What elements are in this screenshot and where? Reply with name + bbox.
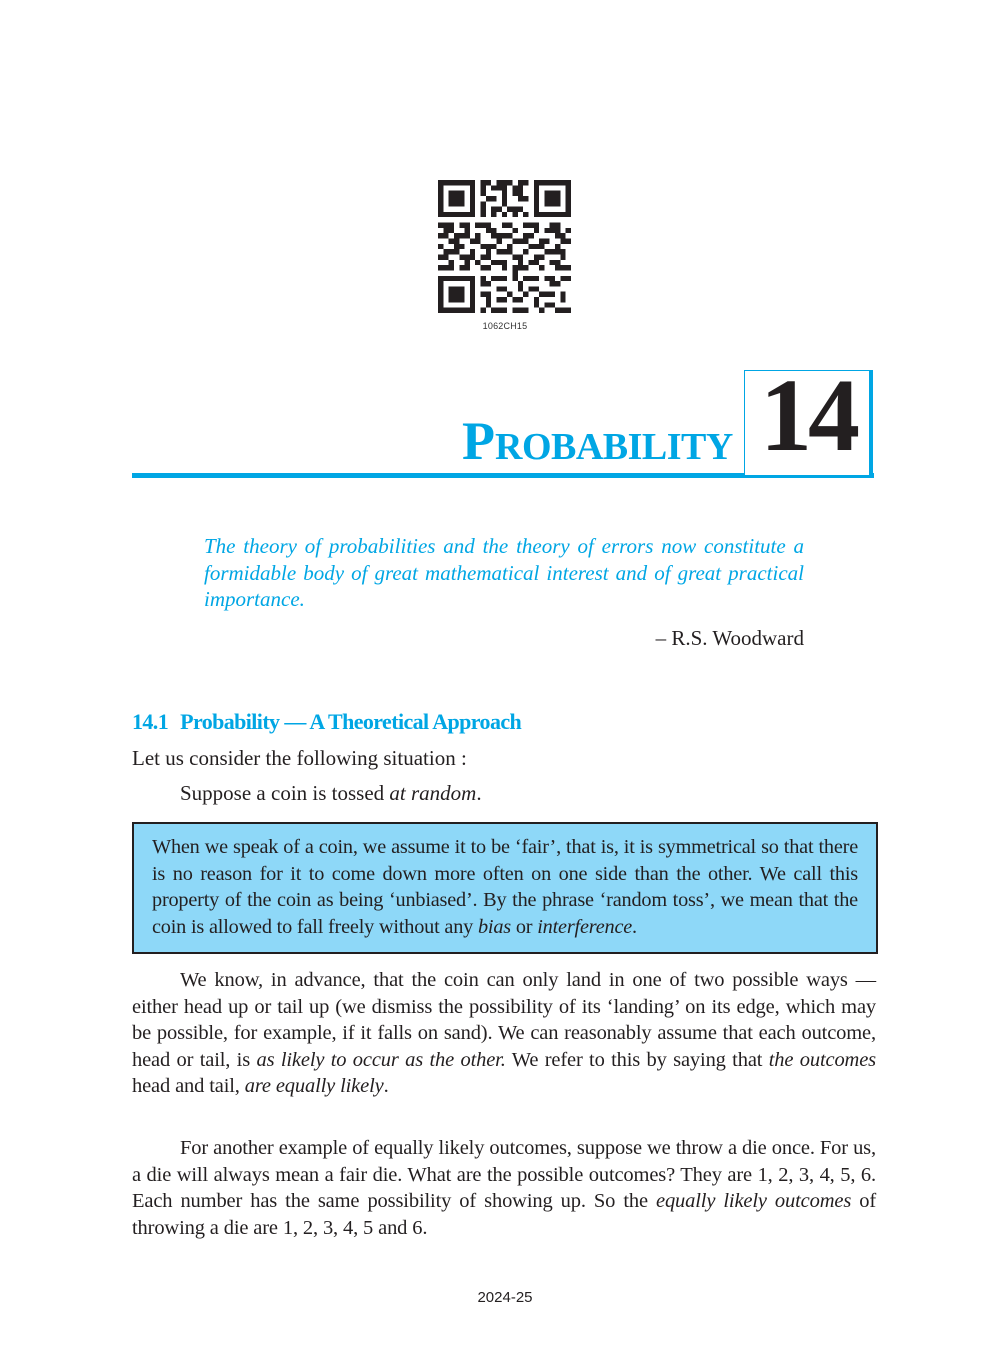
callout-text-part: .	[632, 915, 637, 938]
callout-emphasis-bias: bias	[477, 915, 511, 938]
paragraph-text: of throwing a die are 1, 2, 3, 4, 5 and 6.	[132, 1190, 877, 1239]
paragraph-emphasis: the outcomes	[768, 1048, 876, 1071]
chapter-title-initial: P	[462, 411, 495, 471]
fair-coin-callout-box	[132, 822, 878, 954]
paragraph-emphasis: equally likely outcomes	[656, 1190, 852, 1212]
paragraph-emphasis: are equally likely	[244, 1075, 384, 1097]
callout-emphasis-interference: interference	[537, 915, 633, 938]
supposition-suffix: .	[476, 781, 482, 805]
qr-code-icon	[438, 180, 571, 313]
paragraph-text: For another example of equally likely outcomes, suppose we throw a die once. For us, a die will always mean a fair die. What are the possible outcomes? They are 1, 2, 3, 4, 5, 6. Each number has the same possibility of showing up. So the	[132, 1137, 876, 1212]
paragraph-text: We know, in advance, that the coin can only land in one of two possible ways — either head up or tail up (we dismiss the possibility of its ‘landing’ on its edge, which may be possible, for example, if it falls on sand). We can reasonably assume that each outcome, head or tail, is	[132, 969, 876, 1071]
paragraph-coin-outcomes	[132, 967, 876, 1100]
supposition-text: Suppose a coin is tossed	[180, 781, 390, 805]
epigraph-author: – R.S. Woodward	[655, 626, 804, 650]
supposition-emphasis: at random	[389, 781, 477, 805]
section-heading	[132, 709, 521, 735]
epigraph-quote: The theory of probabilities and the theory of errors now constitute a formidable body of great mathematical interest and of great practical importance.	[204, 534, 804, 611]
chapter-number: 14	[760, 358, 856, 473]
paragraph-emphasis: as likely to occur as the other.	[256, 1048, 506, 1071]
section-intro: Let us consider the following situation :	[132, 746, 467, 770]
paragraph-die-outcomes	[132, 1135, 876, 1241]
supposition-line	[180, 780, 482, 807]
paragraph-text: head and tail,	[132, 1075, 245, 1097]
callout-text-part: When we speak of a coin, we assume it to be ‘fair’, that is, it is symmetrical so that there is no reason for it to come down more often on one side than the other. We call this property of the coin as being ‘unbiased’. By the phrase ‘random toss’, we mean that the coin is allowed to fall freely without any	[152, 836, 858, 938]
chapter-title-rest: ROBABILITY	[495, 426, 733, 468]
chapter-title	[462, 411, 733, 471]
section-number: 14.1	[132, 709, 169, 734]
callout-text-part: or	[510, 915, 538, 938]
callout-text	[152, 834, 858, 940]
paragraph-text: We refer to this by saying that	[505, 1048, 769, 1071]
paragraph-text: .	[383, 1075, 389, 1097]
page-footer-year: 2024-25	[477, 1289, 533, 1306]
section-title: Probability — A Theoretical Approach	[180, 709, 522, 734]
qr-code-label: 1062CH15	[482, 321, 528, 331]
